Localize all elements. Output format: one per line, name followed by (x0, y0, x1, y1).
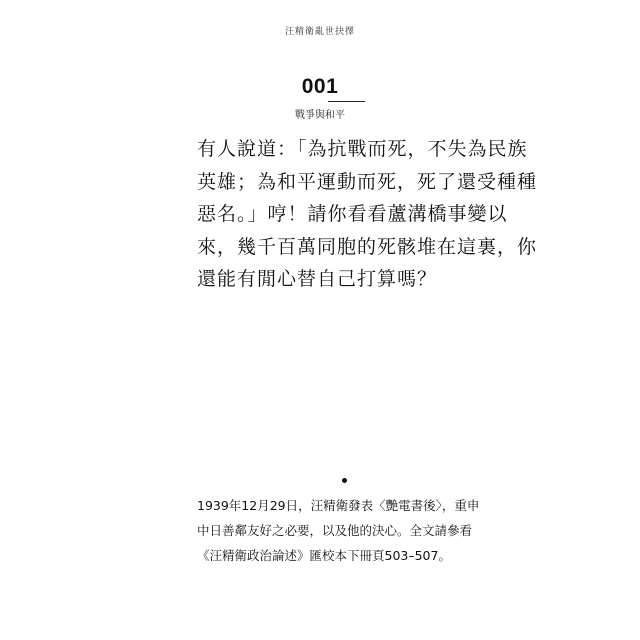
running-header: 汪精衛亂世抉擇 (284, 27, 355, 37)
entry-number-underline (328, 101, 365, 102)
separator-dot (342, 478, 347, 483)
quote-line: 來，幾千百萬同胞的死骸堆在這裏，你 (197, 235, 538, 258)
source-note (197, 493, 517, 568)
quote-line: 還能有閒心替自己打算嗎？ (197, 268, 438, 290)
quote-block (197, 133, 538, 296)
quote-line: 英雄；為和平運動而死，死了還受種種 (197, 170, 538, 193)
quote-line: 惡名。」哼！請你看看蘆溝橋事變以 (197, 203, 508, 225)
note-line: 1939年12月29日，汪精衛發表〈艷電書後〉，重申 (197, 498, 480, 513)
entry-title: 戰爭與和平 (295, 110, 345, 121)
quote-line: 有人說道：「為抗戰而死，不失為民族 (197, 138, 528, 160)
note-line: 《汪精衛政治論述》匯校本下冊頁503–507。 (197, 548, 451, 563)
note-line: 中日善鄰友好之必要，以及他的決心。全文請參看 (197, 523, 473, 538)
entry-number: 001 (301, 75, 339, 98)
